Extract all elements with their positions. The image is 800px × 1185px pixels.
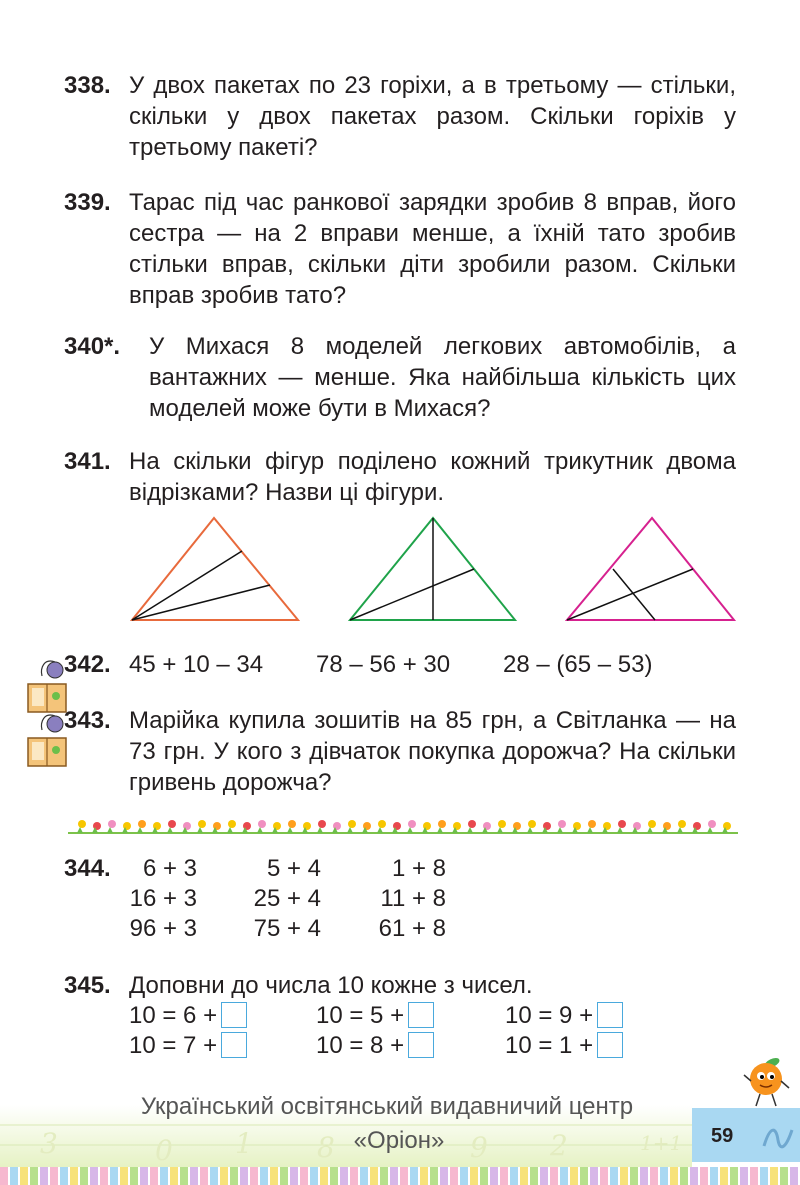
stripe-decoration [280,1167,288,1185]
equation [129,1002,247,1030]
stripe-decoration [140,1167,148,1185]
stripe-decoration [480,1167,488,1185]
stripe-decoration [380,1167,388,1185]
task-342 [64,651,111,679]
stripe-decoration [490,1167,498,1185]
stripe-decoration [320,1167,328,1185]
task-number: 342. [64,651,111,678]
flower-decoration [618,820,626,828]
task-text: Тарас під час ранкової зарядки зробив 8 вправ, його сестра — на 2 вправи менше, а їхній тато зробив стільки вправ, скільки діти зробили разом. Скільки вправ зробив тато? [129,189,736,309]
flower-decoration [468,820,476,828]
task-text: Марійка купила зошитів на 85 грн, а Світланка — на 73 грн. У кого з дівчаток покупка дорожча? На скільки гривень дорожча? [129,707,736,796]
svg-text:0: 0 [155,1134,173,1167]
svg-text:1+1: 1+1 [640,1131,683,1155]
stripe-decoration [310,1167,318,1185]
flower-decoration [138,820,146,828]
task-text: Доповни до числа 10 кожне з чисел. [129,972,533,999]
stripe-decoration [50,1167,58,1185]
equation-text: 10 = 8 + [316,1032,405,1059]
equation-text: 10 = 6 + [129,1002,218,1029]
publisher-name: Український освітянський видавничий центр [140,1093,634,1120]
flower-decoration [678,820,686,828]
stripe-decoration [150,1167,158,1185]
equation-text: 10 = 5 + [316,1002,405,1029]
answer-box[interactable] [408,1032,434,1058]
flower-border-divider [68,815,738,837]
stripe-decoration [300,1167,308,1185]
stripe-decoration [20,1167,28,1185]
svg-text:9: 9 [470,1131,488,1164]
stripe-decoration [780,1167,788,1185]
triangle-orange [132,518,298,620]
stripe-decoration [220,1167,228,1185]
stripe-decoration [30,1167,38,1185]
stripe-decoration [610,1167,618,1185]
stripe-decoration [290,1167,298,1185]
stripe-decoration [770,1167,778,1185]
stripe-decoration [710,1167,718,1185]
svg-text:2: 2 [550,1129,568,1162]
flower-decoration [708,820,716,828]
task-number: 341. [64,448,111,475]
stripe-decoration [720,1167,728,1185]
task-text: У двох пакетах по 23 горіхи, а в третьому — стільки, скільки у двох пакетах разом. Скільки горіхів у третьому пакеті? [129,72,736,161]
stripe-decoration [580,1167,588,1185]
stripe-decoration [750,1167,758,1185]
stripe-decoration [460,1167,468,1185]
task-338 [64,70,736,163]
flower-decoration [108,820,116,828]
flower-decoration [258,820,266,828]
expression: 5 + 4 [266,855,321,882]
expression: 28 – (65 – 53) [503,651,653,678]
stripe-decoration [350,1167,358,1185]
task-number: 343. [64,707,111,734]
expression: 61 + 8 [378,915,446,942]
stripe-decoration [210,1167,218,1185]
stripe-decoration [100,1167,108,1185]
triangle-magenta [567,518,734,620]
equation [316,1002,434,1030]
expression: 45 + 10 – 34 [129,651,264,678]
task-340 [64,331,736,424]
stripe-decoration [360,1167,368,1185]
publisher-brand: «Оріон» [353,1127,445,1154]
stripe-decoration [420,1167,428,1185]
stripe-decoration [660,1167,668,1185]
stripe-decoration [120,1167,128,1185]
stripe-decoration [470,1167,478,1185]
stripe-decoration [170,1167,178,1185]
stripe-decoration [520,1167,528,1185]
flower-decoration [318,820,326,828]
stripe-decoration [560,1167,568,1185]
page-number: 59 [711,1125,734,1147]
stripe-decoration [680,1167,688,1185]
expression: 78 – 56 + 30 [316,651,451,678]
stripe-decoration [630,1167,638,1185]
stripe-decoration [70,1167,78,1185]
task-number: 339. [64,189,111,216]
stripe-decoration [700,1167,708,1185]
stripe-decoration [80,1167,88,1185]
expression: 16 + 3 [129,885,197,912]
equation [129,1032,247,1060]
flower-decoration [498,820,506,828]
stripe-decoration [0,1167,8,1185]
flower-decoration [558,820,566,828]
equation-text: 10 = 1 + [505,1032,594,1059]
stripe-decoration [450,1167,458,1185]
flower-decoration [348,820,356,828]
stripe-decoration [410,1167,418,1185]
flower-decoration [198,820,206,828]
stripe-decoration [340,1167,348,1185]
stripe-decoration [250,1167,258,1185]
expression: 96 + 3 [129,915,197,942]
flower-decoration [438,820,446,828]
flower-decoration [648,820,656,828]
triangles-figure [0,512,800,627]
equation-text: 10 = 7 + [129,1032,218,1059]
equation [316,1032,434,1060]
stripe-decoration [330,1167,338,1185]
flower-decoration [378,820,386,828]
stripe-decoration [190,1167,198,1185]
stripe-decoration [730,1167,738,1185]
triangle-green [350,518,515,620]
flower-decoration [78,820,86,828]
stripe-decoration [260,1167,268,1185]
answer-box[interactable] [221,1032,247,1058]
stripe-decoration [430,1167,438,1185]
stripe-decoration [620,1167,628,1185]
stripe-decoration [130,1167,138,1185]
stripe-decoration [390,1167,398,1185]
stripe-decoration [600,1167,608,1185]
equation [505,1002,623,1030]
task-341 [64,446,736,508]
stripe-decoration [90,1167,98,1185]
stripe-decoration [740,1167,748,1185]
flower-decoration [408,820,416,828]
task-number: 344. [64,855,111,882]
task-339 [64,187,736,311]
stripe-decoration [180,1167,188,1185]
stripe-decoration [640,1167,648,1185]
stripe-decoration [590,1167,598,1185]
expression: 1 + 8 [391,855,446,882]
stripe-decoration [510,1167,518,1185]
expression: 11 + 8 [380,885,446,912]
stripe-decoration [550,1167,558,1185]
svg-text:8: 8 [317,1131,335,1164]
stripe-decoration [570,1167,578,1185]
stripe-decoration [230,1167,238,1185]
stripe-decoration [160,1167,168,1185]
stripe-decoration [200,1167,208,1185]
stripe-decoration [670,1167,678,1185]
stripe-decoration [240,1167,248,1185]
stripe-decoration [530,1167,538,1185]
answer-box[interactable] [597,1032,623,1058]
stripe-decoration [650,1167,658,1185]
flower-decoration [588,820,596,828]
stripe-decoration [400,1167,408,1185]
stripe-decoration [10,1167,18,1185]
stripe-decoration [500,1167,508,1185]
answer-box[interactable] [221,1002,247,1028]
stripe-decoration [790,1167,798,1185]
flower-decoration [528,820,536,828]
stripe-decoration [690,1167,698,1185]
svg-text:3: 3 [40,1127,58,1160]
equation-text: 10 = 9 + [505,1002,594,1029]
stripe-decoration [370,1167,378,1185]
flower-decoration [288,820,296,828]
task-number: 340*. [64,333,121,360]
task-text: У Михася 8 моделей легкових автомобілів, а вантажних — менше. Яка найбільша кількість цих моделей може бути в Михася? [149,333,736,422]
expression: 25 + 4 [253,885,321,912]
stripe-decoration [540,1167,548,1185]
answer-box[interactable] [597,1002,623,1028]
flower-decoration [228,820,236,828]
task-text: На скільки фігур поділено кожний трикутник двома відрізками? Назви ці фігури. [129,448,736,506]
stripe-decoration [760,1167,768,1185]
stripe-decoration [110,1167,118,1185]
svg-text:1: 1 [235,1127,253,1160]
stripe-decoration [60,1167,68,1185]
flower-decoration [168,820,176,828]
stripe-decoration [40,1167,48,1185]
stripe-decoration [440,1167,448,1185]
task-343 [64,705,736,798]
task-number: 338. [64,72,111,99]
task-number: 345. [64,972,111,999]
stripe-decoration [270,1167,278,1185]
expression: 6 + 3 [142,855,197,882]
answer-box[interactable] [408,1002,434,1028]
expression: 75 + 4 [253,915,321,942]
equation [505,1032,623,1060]
